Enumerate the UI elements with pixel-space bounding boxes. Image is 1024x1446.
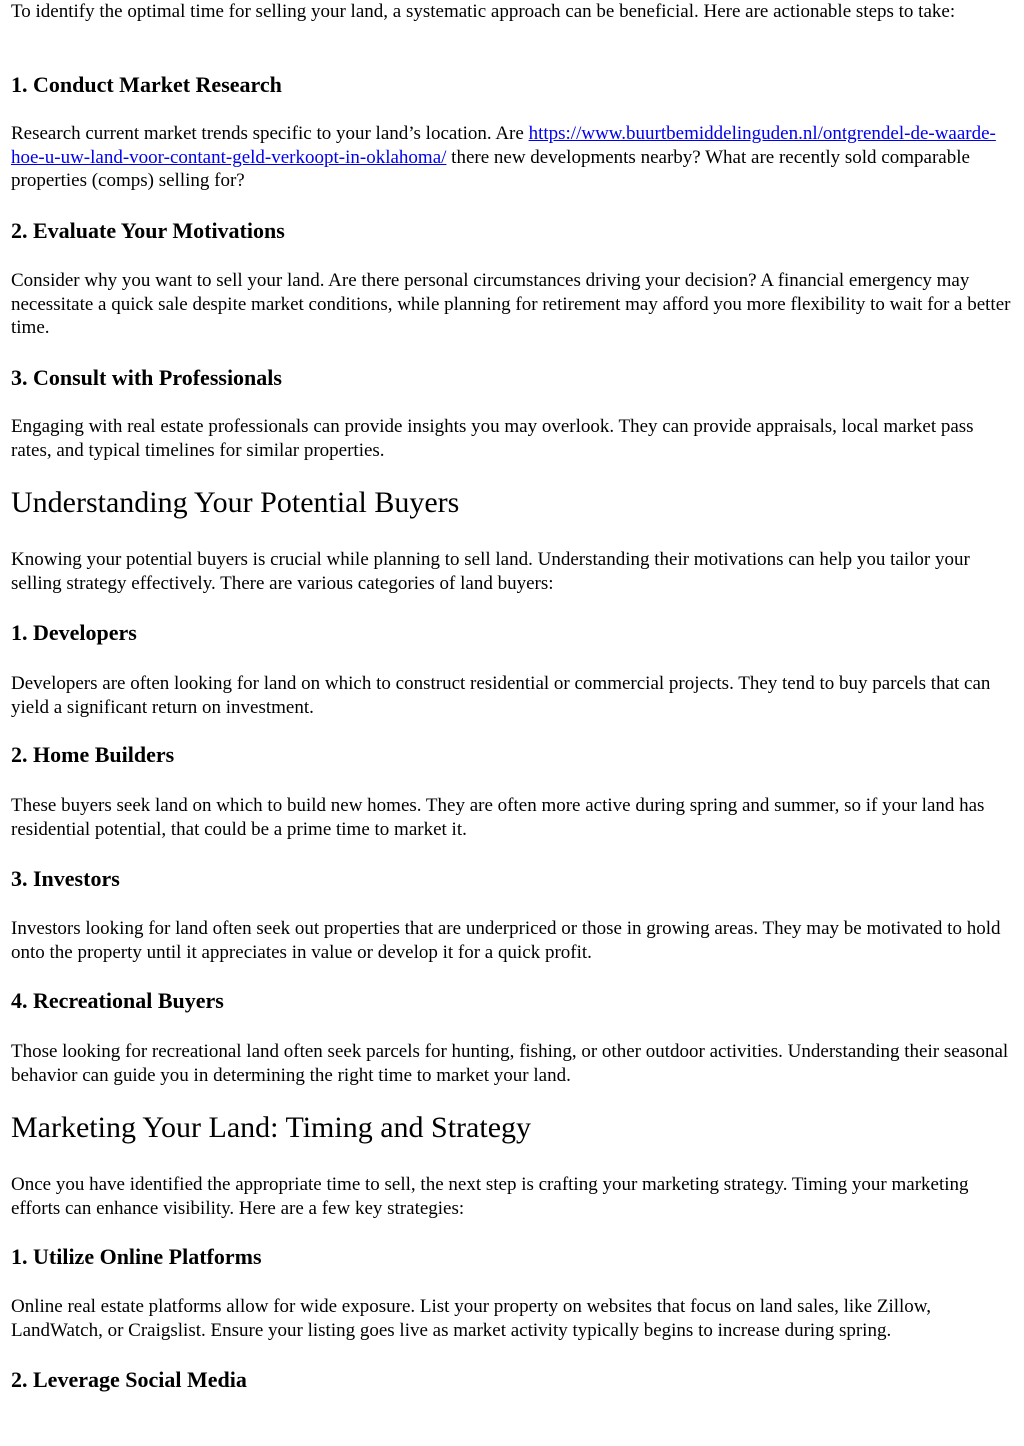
buyer-heading-recreational: 4. Recreational Buyers xyxy=(11,988,224,1013)
step-heading-market-research: 1. Conduct Market Research xyxy=(11,72,282,97)
buurtbemiddeling-link[interactable]: https://www.buurtbemiddelinguden.nl/ontgrendel-de-waarde-hoe-u-uw-land-voor-contant-geld-verkoopt-in-oklahoma/ xyxy=(11,123,996,168)
buyers-intro: Knowing your potential buyers is crucial while planning to sell land. Understanding their motivations can help you tailor your selling strategy effectively. There are various categories of land buyers: xyxy=(11,549,970,594)
buyer-heading-investors: 3. Investors xyxy=(11,866,120,891)
section-title-buyers: Understanding Your Potential Buyers xyxy=(11,486,460,519)
marketing-intro: Once you have identified the appropriate time to sell, the next step is crafting your marketing strategy. Timing your marketing efforts can enhance visibility. Here are a few key strategies: xyxy=(11,1174,969,1219)
section-title-marketing: Marketing Your Land: Timing and Strategy xyxy=(11,1111,532,1144)
step-heading-professionals: 3. Consult with Professionals xyxy=(11,365,282,390)
buyer-heading-developers: 1. Developers xyxy=(11,620,137,645)
marketing-heading-online-platforms: 1. Utilize Online Platforms xyxy=(11,1244,262,1269)
step-text-motivations: Consider why you want to sell your land. Are there personal circumstances driving your decision? A financial emergency may necessitate a quick sale despite market conditions, while planning for retirement may afford you more flexibility to wait for a better time. xyxy=(11,270,1011,338)
step-text-professionals: Engaging with real estate professionals can provide insights you may overlook. They can provide appraisals, local market pass rates, and typical timelines for similar properties. xyxy=(11,416,974,461)
step-heading-motivations: 2. Evaluate Your Motivations xyxy=(11,218,285,243)
buyer-text-recreational: Those looking for recreational land often seek parcels for hunting, fishing, or other outdoor activities. Understanding their seasonal behavior can guide you in determining the right time to market your land. xyxy=(11,1041,1009,1086)
intro-paragraph: To identify the optimal time for selling your land, a systematic approach can be beneficial. Here are actionable steps to take: xyxy=(11,1,956,22)
step-text-after-link: there new developments nearby? What are recently sold comparable properties (comps) selling for? xyxy=(11,146,970,191)
step-text-market-research xyxy=(11,122,1016,193)
buyer-text-home-builders: These buyers seek land on which to build new homes. They are often more active during spring and summer, so if your land has residential potential, that could be a prime time to market it. xyxy=(11,795,985,840)
step-text-before-link: Research current market trends specific to your land’s location. Are xyxy=(11,123,529,144)
marketing-text-online-platforms: Online real estate platforms allow for wide exposure. List your property on websites that focus on land sales, like Zillow, LandWatch, or Craigslist. Ensure your listing goes live as market activity typically begins to increase during spring. xyxy=(11,1296,932,1341)
buyer-heading-home-builders: 2. Home Builders xyxy=(11,742,175,767)
buyer-text-developers: Developers are often looking for land on which to construct residential or commercial projects. They tend to buy parcels that can yield a significant return on investment. xyxy=(11,673,991,718)
buyer-text-investors: Investors looking for land often seek out properties that are underpriced or those in growing areas. They may be motivated to hold onto the property until it appreciates in value or develop it for a quick profit. xyxy=(11,918,1001,963)
marketing-heading-social-media: 2. Leverage Social Media xyxy=(11,1367,247,1392)
